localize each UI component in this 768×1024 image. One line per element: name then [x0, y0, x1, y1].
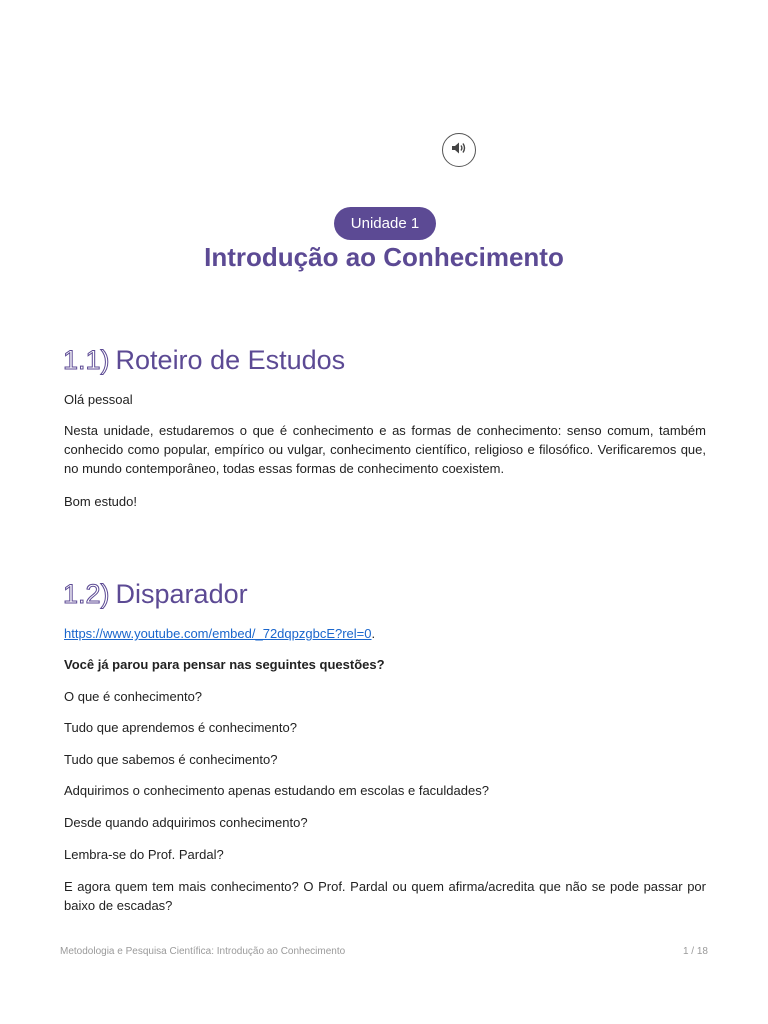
question-item: Tudo que aprendemos é conhecimento? [64, 720, 297, 735]
question-item: Desde quando adquirimos conhecimento? [64, 815, 308, 830]
footer-page-number: 1 / 18 [682, 946, 708, 957]
section-title: Roteiro de Estudos [115, 345, 346, 375]
question-item: Adquirimos o conhecimento apenas estudando em escolas e faculdades? [64, 783, 489, 798]
question-item: Lembra-se do Prof. Pardal? [64, 847, 224, 862]
unit-badge-label: Unidade 1 [350, 215, 420, 232]
link-suffix: . [371, 626, 376, 641]
unit-title [0, 240, 768, 274]
section-heading-roteiro [63, 342, 345, 378]
question-item: Tudo que sabemos é conhecimento? [64, 752, 278, 767]
youtube-link[interactable]: https://www.youtube.com/embed/_72dqpzgbcE?rel=0 [64, 626, 372, 641]
paragraph-greeting: Olá pessoal [64, 392, 133, 407]
questions-lead: Você já parou para pensar nas seguintes questões? [64, 657, 385, 672]
question-item: E agora quem tem mais conhecimento? O Prof. Pardal ou quem afirma/acredita que não se pode passar por baixo de escadas? [64, 879, 706, 913]
section-title: Disparador [115, 579, 248, 609]
section-heading-disparador [63, 576, 248, 612]
unit-title-text: Introdução ao Conhecimento [204, 242, 564, 272]
speaker-icon [450, 140, 468, 160]
paragraph-intro: Nesta unidade, estudaremos o que é conhecimento e as formas de conhecimento: senso comum, também conhecido como popular, empírico ou vulgar, conhecimento científico, religioso e filosófico. Verificaremos que, no mundo contemporâneo, todas essas formas de conhecimento coexistem. [64, 423, 706, 476]
unit-badge [334, 207, 436, 240]
audio-button[interactable] [442, 133, 476, 167]
paragraph-closing: Bom estudo! [64, 494, 137, 509]
question-item: O que é conhecimento? [64, 689, 203, 704]
footer-document-title: Metodologia e Pesquisa Científica: Introdução ao Conhecimento [60, 946, 346, 957]
section-number: 1.2) [63, 579, 110, 609]
video-link-paragraph [64, 624, 706, 643]
section-number: 1.1) [63, 345, 110, 375]
